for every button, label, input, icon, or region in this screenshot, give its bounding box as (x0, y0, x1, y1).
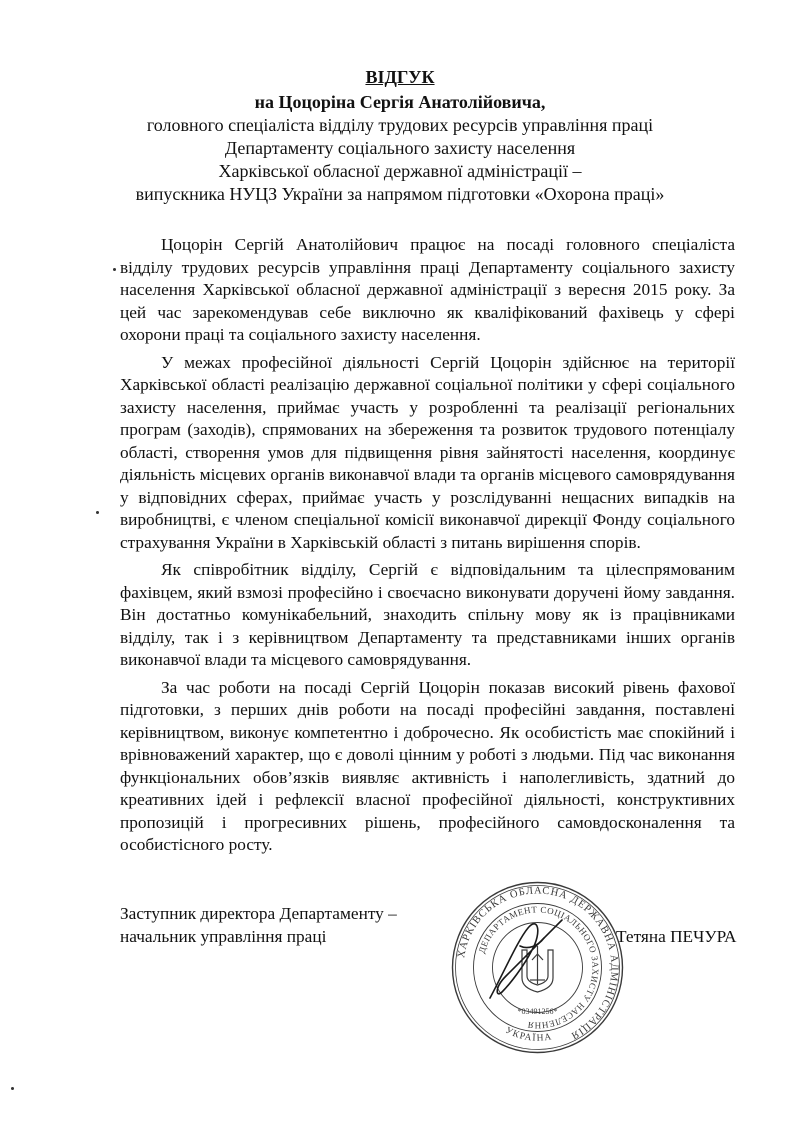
document-title: ВІДГУК (365, 67, 435, 87)
signature-position-line-1: Заступник директора Департаменту – (120, 904, 397, 923)
body-paragraph-3: Як співробітник відділу, Сергій є відповідальним та цілеспрямованим фахівцем, який взмозі професійно і своєчасно виконувати доручені йому завдання. Він достатньо комунікабельний, знаходить спільну мову як із працівниками відділу, так і з керівництвом Департаменту та представниками інших органів виконавчої влади та місцевого самоврядування. (120, 560, 735, 669)
document-subject: на Цоцоріна Сергія Анатолійовича, (254, 92, 546, 112)
signature-position (120, 902, 397, 948)
signature-position-line-2: начальник управління праці (120, 927, 327, 946)
body-paragraph-2: У межах професійної діяльності Сергій Цоцорін здійснює на території Харківської області реалізацію державної соціальної політики у сфері соціального захисту населення, приймає участь у розробленні та реалізації регіональних програм (заходів), спрямованих на збереження та розвиток трудового потенціалу області, створення умов для підвищення рівня зайнятості населення, координує діяльність місцевих органів виконавчої влади та органів місцевого самоврядування у відповідних сферах, приймає участь у розслідуванні нещасних випадків на виробництві, є членом спеціальної комісії виконавчої дирекції Фонду соціального страхування України в Харківській області з питань вирішення спорів. (120, 352, 735, 552)
body-paragraph-1: Цоцорін Сергій Анатолійович працює на посаді головного спеціаліста відділу трудових ресурсів управління праці Департаменту соціального захисту населення Харківської обласної державної адміністрації з вересня 2015 року. За цей час зарекомендував себе виключно як кваліфікований фахівець у сфері охорони праці та соціального захисту населення. (120, 235, 735, 344)
header-line-4: випускника НУЦЗ України за напрямом підготовки «Охорона праці» (135, 184, 665, 204)
body-paragraph-4: За час роботи на посаді Сергій Цоцорін показав високий рівень фахової підготовки, з перших днів роботи на посаді професійні завдання, поставлені керівництвом, виконує компетентно і доброчесно. Як особистість має спокійний і врівноважений характер, що є доволі цінним у роботі з людьми. Під час виконання функціональних обов’язків виявляє активність і наполегливість, здатний до креативних ідей і рефлексії власної професійної діяльності, конструктивних пропозицій і прогресивних рішень, професійного самовдосконалення та особистісного росту. (120, 677, 735, 854)
stamp-code: *03491256* (517, 1007, 558, 1016)
trident-emblem-icon (522, 946, 553, 992)
official-stamp (450, 880, 625, 1055)
stamp-outer-text: ХАРКІВСЬКА ОБЛАСНА ДЕРЖАВНА АДМІНІСТРАЦІЯ (456, 885, 620, 1042)
header-line-1: головного спеціаліста відділу трудових ресурсів управління праці (146, 115, 654, 135)
document-header (0, 66, 800, 206)
document-body (120, 234, 735, 862)
scan-speck (11, 1087, 14, 1090)
scan-speck (113, 268, 116, 271)
stamp-bottom-text: УКРАЇНА (503, 1025, 554, 1044)
header-line-3: Харківської обласної державної адміністрації – (218, 161, 582, 181)
header-line-2: Департаменту соціального захисту населення (224, 138, 576, 158)
signer-name: Тетяна ПЕЧУРА (616, 927, 737, 946)
stamp-inner-text: ДЕПАРТАМЕНТ СОЦІАЛЬНОГО ЗАХИСТУ НАСЕЛЕННЯ (476, 904, 601, 1031)
scan-speck (96, 511, 99, 514)
